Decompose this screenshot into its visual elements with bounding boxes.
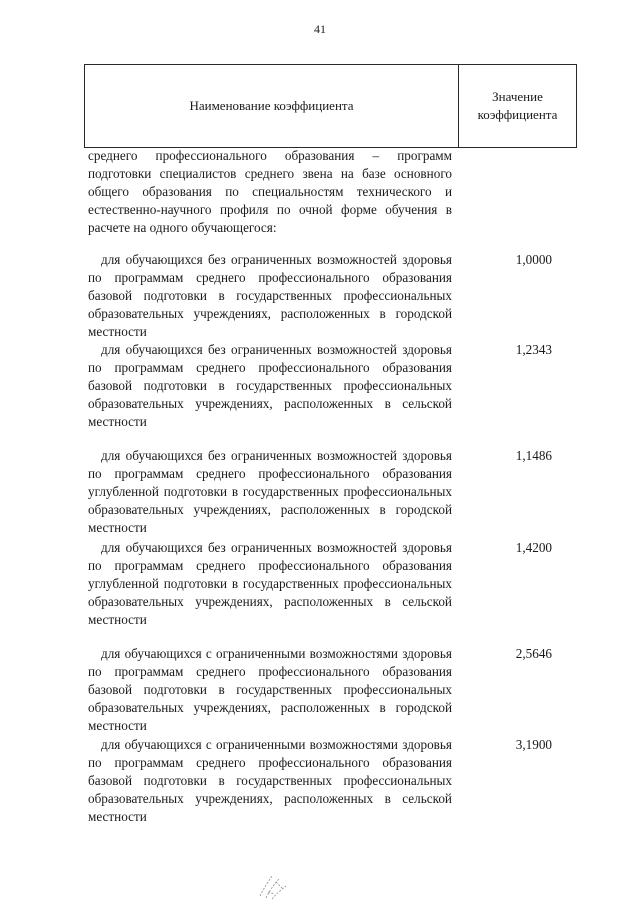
handwritten-mark-icon [254, 868, 294, 902]
coefficient-row [88, 341, 578, 431]
intro-text: среднего профессионального образования – программ подготовки специалистов среднего звена на базе основного общего образования по специальностям технического и естественно-научного профиля по очной форме обучения в расчете на одного обучающегося: [88, 148, 452, 235]
coefficient-row [88, 447, 578, 537]
coefficient-row [88, 251, 578, 341]
column-header-value-line2: коэффициента [477, 107, 558, 122]
coefficient-value: 3,1900 [515, 737, 552, 752]
column-header-value [459, 65, 576, 147]
coefficient-description: для обучающихся с ограниченными возможностями здоровья по программам среднего профессионального образования базовой подготовки в государственных профессиональных образовательных учреждениях, расположенных в сельской местности [88, 737, 452, 824]
coefficient-description: для обучающихся без ограниченных возможностей здоровья по программам среднего профессионального образования углубленной подготовки в государственных профессиональных образовательных учреждениях, расположенных в городской местности [88, 448, 452, 535]
coefficient-description: для обучающихся без ограниченных возможностей здоровья по программам среднего профессионального образования базовой подготовки в государственных профессиональных образовательных учреждениях, расположенных в сельской местности [88, 342, 452, 429]
coefficient-row [88, 736, 578, 826]
coefficient-row [88, 645, 578, 735]
coefficient-value: 2,5646 [515, 646, 552, 661]
column-header-name: Наименование коэффициента [189, 98, 354, 113]
column-header-value-line1: Значение [492, 89, 543, 104]
coefficient-value: 1,4200 [515, 540, 552, 555]
coefficient-row [88, 539, 578, 629]
coefficient-description: для обучающихся без ограниченных возможностей здоровья по программам среднего профессионального образования углубленной подготовки в государственных профессиональных образовательных учреждениях, расположенных в сельской местности [88, 540, 452, 627]
table-header [84, 64, 577, 148]
coefficient-description: для обучающихся с ограниченными возможностями здоровья по программам среднего профессионального образования базовой подготовки в государственных профессиональных образовательных учреждениях, расположенных в городской местности [88, 646, 452, 733]
coefficient-value: 1,0000 [515, 252, 552, 267]
coefficient-value: 1,1486 [515, 448, 552, 463]
coefficient-value: 1,2343 [515, 342, 552, 357]
page-number: 41 [314, 22, 326, 36]
coefficient-description: для обучающихся без ограниченных возможностей здоровья по программам среднего профессионального образования базовой подготовки в государственных профессиональных образовательных учреждениях, расположенных в городской местности [88, 252, 452, 339]
